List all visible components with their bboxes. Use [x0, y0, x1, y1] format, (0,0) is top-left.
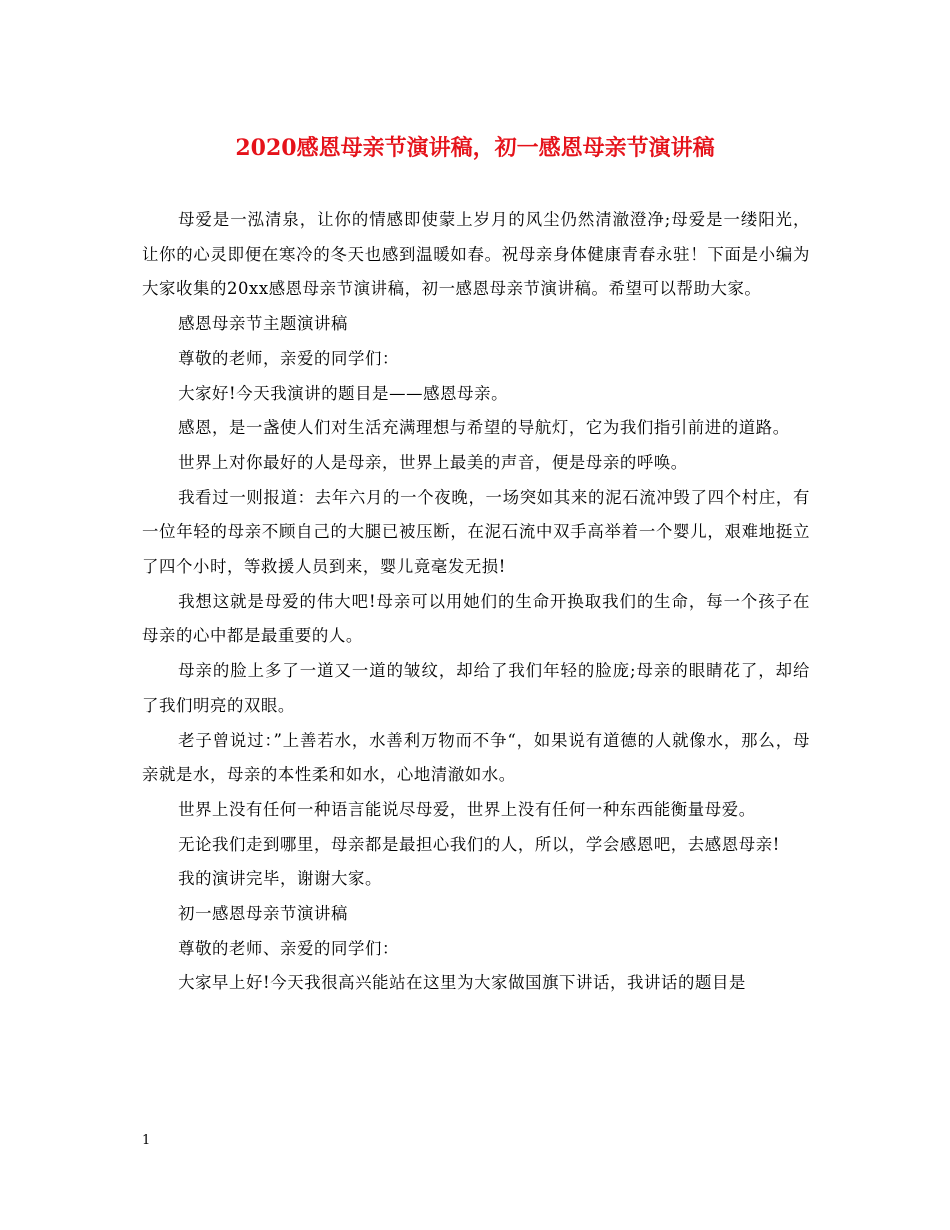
paragraph-text: 我想这就是母爱的伟大吧!母亲可以用她们的生命开换取我们的生命，每一个孩子在母亲的心中都是最重要的人。 [142, 591, 810, 646]
paragraph-text: 大家早上好!今天我很高兴能站在这里为大家做国旗下讲话，我讲话的题目是 [178, 973, 746, 993]
paragraph-text: 世界上没有任何一种语言能说尽母爱，世界上没有任何一种东西能衡量母爱。 [178, 799, 756, 819]
paragraph-text: 老子曾说过：”上善若水，水善利万物而不争“，如果说有道德的人就像水，那么，母亲就是水，母亲的本性柔和如水，心地清澈如水。 [142, 730, 810, 785]
page-number: 1 [142, 1133, 151, 1148]
paragraph-section-heading: 初一感恩母亲节演讲稿 [178, 904, 348, 924]
document-body [142, 203, 810, 1001]
paragraph-salutation: 尊敬的老师，亲爱的同学们： [178, 348, 399, 368]
paragraph-text: 感恩，是一盏使人们对生活充满理想与希望的导航灯，它为我们指引前进的道路。 [178, 418, 790, 438]
document-title: 2020感恩母亲节演讲稿，初一感恩母亲节演讲稿 [235, 135, 715, 161]
paragraph-intro: 母爱是一泓清泉，让你的情感即使蒙上岁月的风尘仍然清澈澄净;母爱是一缕阳光，让你的心灵即便在寒冷的冬天也感到温暖如春。祝母亲身体健康青春永驻！下面是小编为大家收集的20xx感恩母亲节演讲稿，初一感恩母亲节演讲稿。希望可以帮助大家。 [142, 210, 810, 299]
paragraph-closing: 我的演讲完毕，谢谢大家。 [178, 869, 382, 889]
paragraph-text: 无论我们走到哪里，母亲都是最担心我们的人，所以，学会感恩吧，去感恩母亲! [178, 834, 780, 854]
paragraph-text: 我看过一则报道：去年六月的一个夜晚，一场突如其来的泥石流冲毁了四个村庄，有一位年轻的母亲不顾自己的大腿已被压断，在泥石流中双手高举着一个婴儿，艰难地挺立了四个小时，等救援人员到来，婴儿竟毫发无损! [142, 487, 810, 577]
paragraph-greeting: 大家好!今天我演讲的题目是——感恩母亲。 [178, 383, 509, 403]
paragraph-text: 母亲的脸上多了一道又一道的皱纹，却给了我们年轻的脸庞;母亲的眼睛花了，却给了我们明亮的双眼。 [142, 661, 810, 715]
paragraph-salutation: 尊敬的老师、亲爱的同学们： [178, 938, 399, 958]
paragraph-section-heading: 感恩母亲节主题演讲稿 [178, 314, 348, 334]
paragraph-text: 世界上对你最好的人是母亲，世界上最美的声音，便是母亲的呼唤。 [178, 452, 688, 472]
